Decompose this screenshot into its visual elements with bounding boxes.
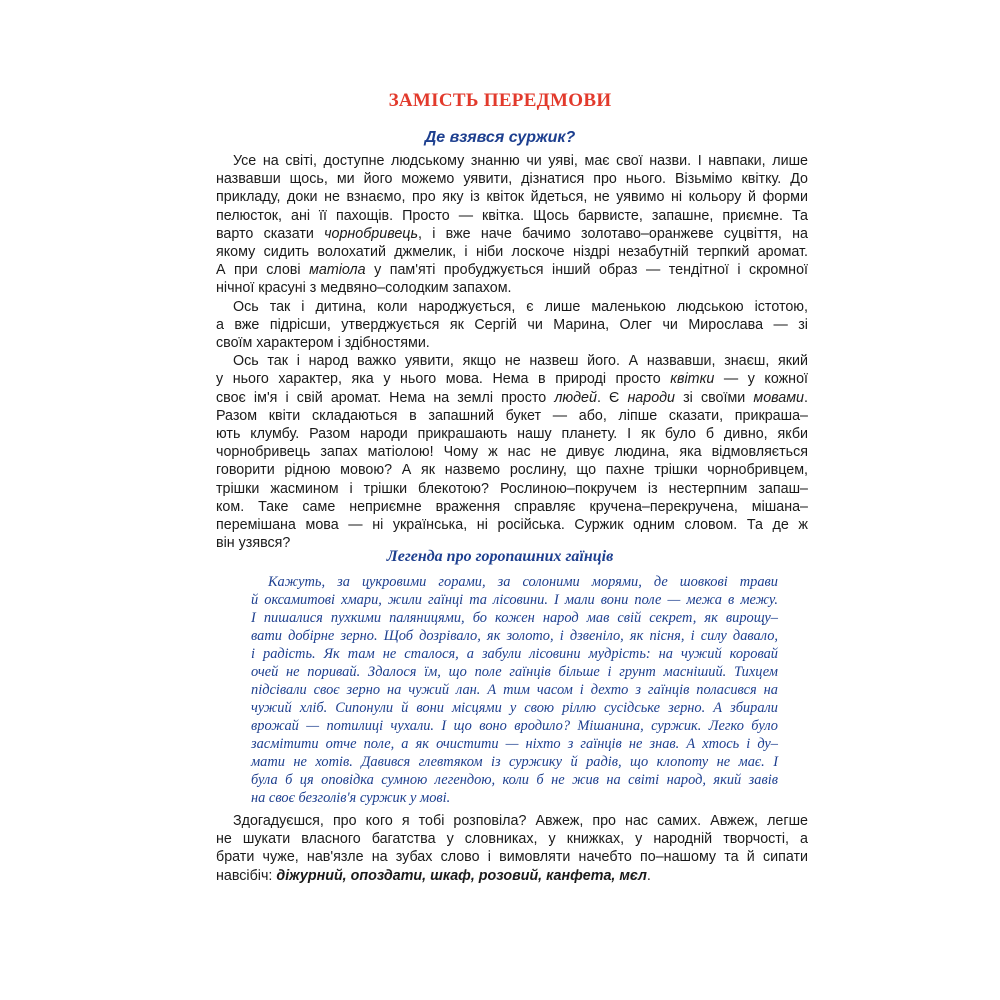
intro-line: говорити рідною мовою? А як назвемо рослину, що пахне трішки чорнобривцем, [216,462,808,479]
legend-line: врожай — потилиці чухали. І що воно вродило? Мішанина, суржик. Легко було [251,718,778,734]
legend-line: мати не хотів. Давився глевтяком із суржику й радів, що клопоту не має. І [251,754,778,770]
intro-line: він узявся? [216,535,291,552]
intro-line: Ось так і народ важко уявити, якщо не назвеш його. А назвавши, знаєш, який [233,353,808,370]
outro-line: Здогадуєшся, про кого я тобі розповіла? Авжеж, про нас самих. Авжеж, легше [233,813,808,829]
legend-text [251,573,778,807]
intro-line: назвавши щось, ми його можемо уявити, дізнатися про нього. Візьмімо квітку. До [216,171,808,188]
outro-line: брати чуже, нав'язле на зубах слово і вимовляти начебто по–нашому та й сипати [216,849,808,866]
legend-line: Кажуть, за цукровими горами, за солоними морями, де шовкові трави [268,574,778,590]
legend-line: була б ця оповідка сумною легендою, коли б не жив на світі народ, який завів [251,772,778,788]
intro-line: чорнобривець запах матіолою! Чому ж нас не дивує людина, яка відмовляється [216,444,808,461]
intro-line: А при слові матіола у пам'яті пробуджується інший образ — тендітної і скромної [216,262,808,279]
legend-line: підсівали своє зерно на чужий лан. А тим часом і дехто з гаїнців поласився на [251,682,778,698]
legend-title: Легенда про горопашних гаїнців [386,548,614,565]
intro-line: у нього характер, яка у нього мова. Нема в природі просто квітки — у кожної [216,371,808,388]
legend-line: на своє безголів'я суржик у мові. [251,790,451,806]
italic-term: квітки [670,371,715,388]
outro-line: не шукати власного багатства у словниках, у книжках, у народній творчості, а [216,831,808,848]
intro-line: Усе на світі, доступне людському знанню чи уяві, має свої назви. І навпаки, лише [233,153,808,169]
legend-line: чужий хліб. Сипонули й вони місцями у свою ріллю сусідське зерно. А збирали [251,700,778,716]
italic-term: чорнобривець [324,225,418,242]
outro-text [216,812,808,885]
surzhyk-examples: діжурний, опоздати, шкаф, розовий, канфета, мєл [276,867,647,884]
intro-line: нічної красуні з медвяно–солодким запахом. [216,280,512,297]
legend-line: І пишалися пухкими паляницями, бо кожен народ мав свій секрет, як вирощу– [251,610,778,626]
intro-line: прикладу, доки не взнаємо, про яку із квіток йдеться, не уявимо ні кольору й форми [216,189,808,206]
intro-line: пелюсток, ані її пахощів. Просто — квітка. Щось барвисте, запашне, приємне. Та [216,207,808,224]
legend-line: засмітити отче поле, а як очистити — ніхто з гаїнців не знав. А хтось і ду– [251,736,778,752]
italic-term: народи [627,389,676,406]
intro-line: перемішана мова — ні українська, ні російська. Суржик одним словом. Та де ж [216,517,808,534]
intro-line: своїм характером і здібностями. [216,335,430,352]
legend-line: й оксамитові хмари, жили гаїнці та лісовини. І мали вони поле — межа в межу. [251,592,778,608]
legend-line: і радість. Як там не сталося, а забули лісовини мудрість: на чужий коровай [251,646,778,662]
intro-line: Разом квіти складаються в запашний букет — або, ліпше сказати, прикраша– [216,407,808,424]
italic-term: матіола [309,262,366,279]
italic-term: людей [554,389,597,406]
intro-line: ком. Таке саме неприємне враження справляє кручена–перекручена, мішана– [216,498,808,515]
intro-line: Ось так і дитина, коли народжується, є лише маленькою людською істотою, [233,298,808,315]
intro-line: ють клумбу. Разом народи прикрашають нашу планету. І як було б дивно, якби [216,426,808,443]
intro-line: варто сказати чорнобривець, і вже наче бачимо золотаво–оранжеве суцвіття, на [216,225,808,242]
intro-text [216,152,808,552]
intro-line: якому сидить волохатий джмелик, і ніби лоскоче ніздрі незабутній терпкий аромат. [216,244,808,261]
intro-line: а вже підрісши, утверджується як Сергій чи Марина, Олег чи Мирослава — зі [216,316,808,333]
page-title: ЗАМІСТЬ ПЕРЕДМОВИ [388,90,612,111]
legend-line: очей не поривай. Здалося їм, що поле гаїнців більше і грунт масніший. Тихцем [251,664,778,680]
italic-term: мовами [753,389,804,406]
section-subtitle: Де взявся суржик? [424,129,576,146]
intro-line: своє ім'я і свій аромат. Нема на землі просто людей. Є народи зі своїми мовами. [216,389,808,406]
legend-line: вати добірне зерно. Щоб дозрівало, як золото, і дзвеніло, як пісня, і силу давало, [251,628,778,644]
intro-line: трішки жасмином і трішки блекотою? Рослиною–покручем із нестерпним запаш– [216,480,808,497]
outro-line: навсібіч: діжурний, опоздати, шкаф, розовий, канфета, мєл. [216,867,651,884]
